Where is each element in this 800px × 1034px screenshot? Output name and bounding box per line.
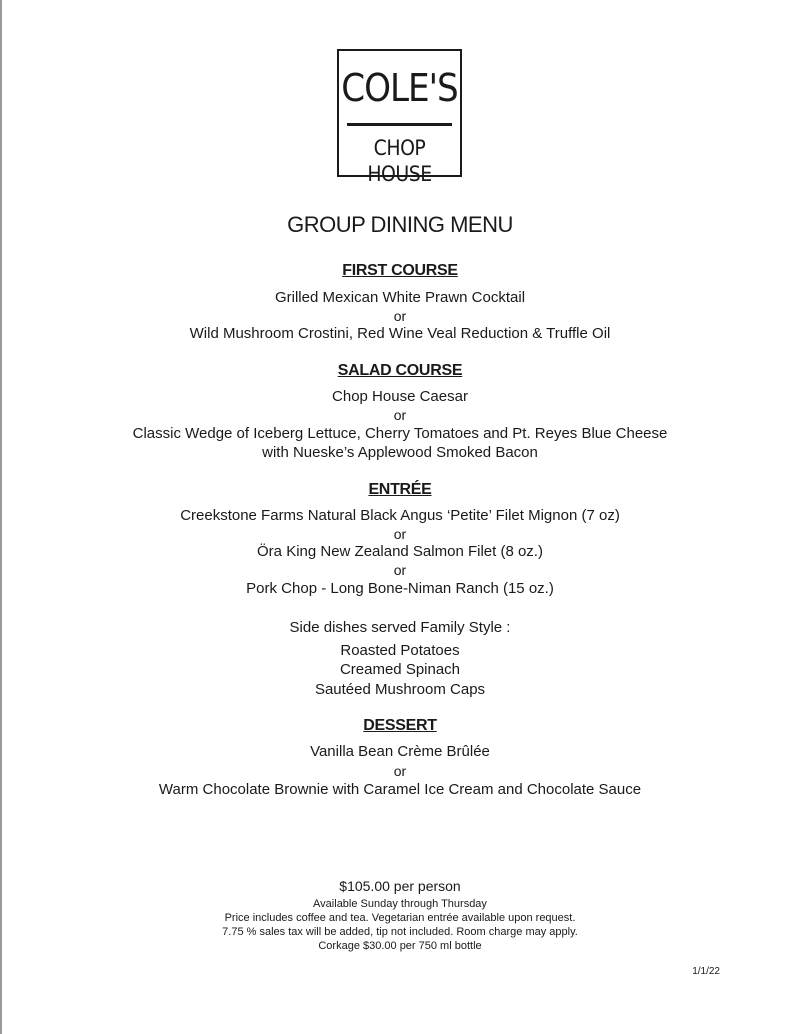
dessert-or: or — [393, 763, 407, 779]
logo-divider — [347, 123, 452, 126]
first-course-item: Wild Mushroom Crostini, Red Wine Veal Reduction & Truffle Oil — [189, 325, 611, 342]
logo-bottom-text: CHOP HOUSE — [367, 136, 432, 186]
entree-item: Öra King New Zealand Salmon Filet (8 oz.) — [257, 543, 543, 560]
dessert-heading: DESSERT — [363, 717, 437, 734]
entree-heading: ENTRÉE — [368, 481, 432, 498]
salad-course-item: Chop House Caesar — [332, 388, 468, 405]
menu-title: GROUP DINING MENU — [287, 212, 513, 237]
coles-chop-house-logo — [337, 49, 462, 186]
corkage-note: Corkage $30.00 per 750 ml bottle — [318, 940, 482, 952]
price-per-person: $105.00 per person — [339, 878, 461, 894]
dessert-item: Vanilla Bean Crème Brûlée — [310, 743, 490, 760]
logo-top-text: COLE'S — [341, 66, 458, 110]
sides-heading: Side dishes served Family Style : — [289, 619, 511, 636]
availability-note: Available Sunday through Thursday — [313, 898, 487, 910]
first-course-or: or — [393, 308, 407, 324]
entree-or: or — [393, 526, 407, 542]
first-course-heading: FIRST COURSE — [342, 262, 458, 279]
salad-course-or: or — [393, 407, 407, 423]
first-course-item: Grilled Mexican White Prawn Cocktail — [274, 289, 526, 306]
dessert-item: Warm Chocolate Brownie with Caramel Ice Cream and Chocolate Sauce — [158, 781, 642, 798]
side-item: Creamed Spinach — [339, 661, 461, 678]
salad-course-heading: SALAD COURSE — [337, 362, 463, 379]
salad-course-item: Classic Wedge of Iceberg Lettuce, Cherry Tomatoes and Pt. Reyes Blue Cheese — [132, 425, 668, 442]
tax-note: 7.75 % sales tax will be added, tip not included. Room charge may apply. — [222, 926, 578, 938]
entree-item: Creekstone Farms Natural Black Angus ‘Petite’ Filet Mignon (7 oz) — [180, 507, 620, 524]
side-item: Sautéed Mushroom Caps — [314, 681, 486, 698]
menu-date: 1/1/22 — [692, 966, 720, 977]
price-note: Price includes coffee and tea. Vegetarian entrée available upon request. — [224, 912, 576, 924]
entree-or: or — [393, 562, 407, 578]
side-item: Roasted Potatoes — [340, 642, 460, 659]
entree-item: Pork Chop - Long Bone-Niman Ranch (15 oz.) — [246, 580, 554, 597]
salad-course-item: with Nueske’s Applewood Smoked Bacon — [262, 444, 538, 461]
